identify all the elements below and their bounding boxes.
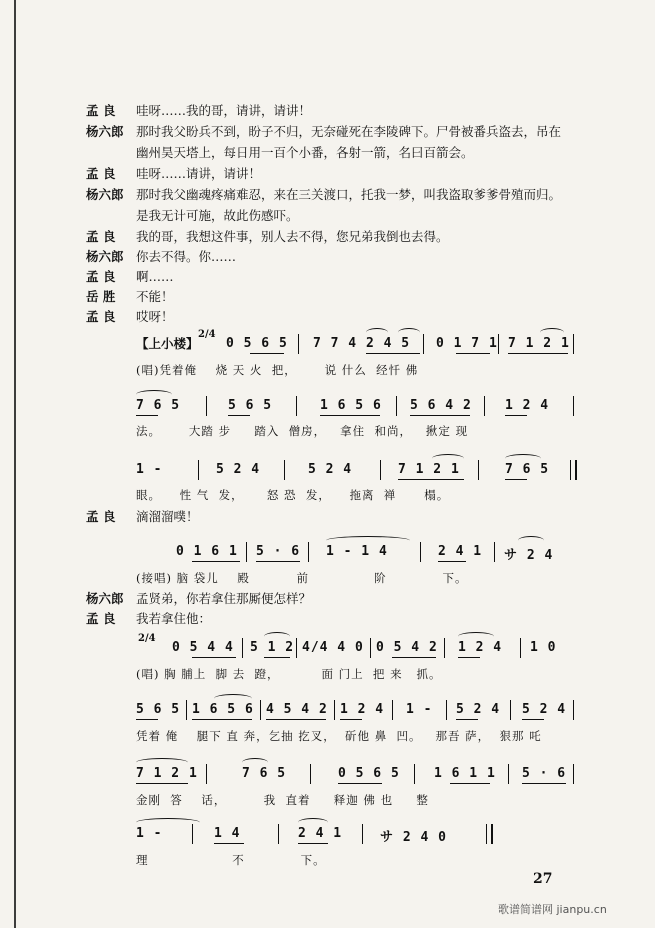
dialogue-text: 我若拿住他： <box>136 611 212 626</box>
beam-underline <box>438 561 466 562</box>
notation-measure: 5 2 4 <box>216 462 261 477</box>
notation-measure: 0 5 4 2 <box>376 640 438 655</box>
notation-measure: 5 2 4 <box>456 702 501 717</box>
notation-measure: 0 1 6 1 <box>176 544 238 559</box>
barline <box>392 700 393 720</box>
speaker-label: 孟 良 <box>86 509 116 524</box>
dialogue-text: 哇呀……请讲，请讲！ <box>136 166 262 181</box>
dialogue-text: 啊…… <box>136 269 174 284</box>
notation-measure: 2 4 1 <box>438 544 483 559</box>
notation-measure: 1 6 1 1 <box>434 766 496 781</box>
notation-measure: 1 2 4 <box>505 398 550 413</box>
beam-underline <box>228 415 250 416</box>
beam-underline <box>266 719 326 720</box>
beam-underline <box>214 843 244 844</box>
barline <box>444 638 445 658</box>
beam-underline <box>136 783 188 784</box>
notation-measure: 4/4 4 0 <box>302 640 364 655</box>
notation-measure: 7 6 5 <box>505 462 550 477</box>
notation-measure: 2 4 1 <box>298 826 343 841</box>
notation-measure: 7 6 5 <box>242 766 287 781</box>
final-barline <box>486 824 493 844</box>
dialogue-text: 幽州昊天塔上，每日用一百个小番，各射一箭，名曰百箭会。 <box>136 145 474 160</box>
barline <box>298 334 299 354</box>
beam-underline <box>136 415 158 416</box>
barline <box>278 824 279 844</box>
beam-underline <box>450 783 490 784</box>
beam-underline <box>340 719 362 720</box>
barline <box>478 460 479 480</box>
notation-measure: 1 - 1 4 <box>326 544 388 559</box>
notation-measure: 7 1 2 1 <box>398 462 460 477</box>
page-number: 27 <box>533 871 553 887</box>
dialogue-text: 是我无计可施，故此伤感吓。 <box>136 208 299 223</box>
beam-underline <box>505 415 527 416</box>
speaker-label: 孟 良 <box>86 309 116 324</box>
barline <box>494 542 495 562</box>
notation-measure: 1 - <box>406 702 433 717</box>
notation-measure: 1 2 4 <box>458 640 503 655</box>
barline <box>573 700 574 720</box>
dialogue-text: 不能！ <box>136 289 174 304</box>
barline <box>206 396 207 416</box>
tune-name: 【上小楼】 <box>136 336 199 351</box>
beam-underline <box>458 657 480 658</box>
barline <box>308 542 309 562</box>
beam-underline <box>192 719 252 720</box>
dialogue-text: 那时我父幽魂疼痛难忍，来在三关渡口，托我一梦，叫我盗取爹爹骨殖而归。 <box>136 187 562 202</box>
tie-slur <box>326 536 410 545</box>
notation-measure: 4 5 4 2 <box>266 702 328 717</box>
tie-slur <box>136 390 172 399</box>
beam-underline <box>508 353 568 354</box>
tie-slur <box>136 758 188 767</box>
notation-measure: 5 6 4 2 <box>410 398 472 413</box>
beam-underline <box>392 657 436 658</box>
beam-underline <box>320 415 380 416</box>
dialogue-text: 哇呀……我的哥，请讲，请讲！ <box>136 103 312 118</box>
barline <box>206 764 207 784</box>
beam-underline <box>298 843 328 844</box>
barline <box>246 542 247 562</box>
time-signature: 2/4 <box>198 329 216 340</box>
speaker-label: 孟 良 <box>86 103 116 118</box>
beam-underline <box>338 783 382 784</box>
beam-underline <box>410 415 470 416</box>
speaker-label: 杨六郎 <box>86 591 124 606</box>
beam-underline <box>456 719 478 720</box>
notation-measure: 1 6 5 6 <box>192 702 254 717</box>
dialogue-text: 那时我父盼兵不到，盼子不归，无奈碰死在李陵碑下。尸骨被番兵盗去，吊在 <box>136 124 562 139</box>
beam-underline <box>505 479 527 480</box>
notation-measure: 1 2 4 <box>340 702 385 717</box>
lyric-line: 金刚 答 话， 我 直着 释迦 佛 也 整 <box>136 793 429 807</box>
barline <box>186 700 187 720</box>
notation-measure: 0 1 7 1 <box>436 336 498 351</box>
notation-measure: 1 0 <box>530 640 557 655</box>
barline <box>484 396 485 416</box>
tie-slur <box>264 632 290 641</box>
beam-underline <box>522 783 566 784</box>
tie-slur <box>136 818 200 827</box>
barline <box>260 700 261 720</box>
lyric-line: (唱)凭着俺 烧 天 火 把， 说 什么 经忏 佛 <box>136 363 419 377</box>
barline <box>446 700 447 720</box>
tie-slur <box>432 454 464 463</box>
notation-measure: 5 · 6 <box>256 544 301 559</box>
notation-measure: 5 1 2 <box>250 640 295 655</box>
notation-measure: 7 6 5 <box>136 398 181 413</box>
speaker-label: 杨六郎 <box>86 187 124 202</box>
notation-measure: 5 2 4 <box>522 702 567 717</box>
beam-underline <box>522 719 544 720</box>
beam-underline <box>366 353 420 354</box>
barline <box>370 638 371 658</box>
lyric-line: (接唱) 脑 袋儿 殿 前 阶 下。 <box>136 571 468 585</box>
notation-measure: 5 · 6 <box>522 766 567 781</box>
beam-underline <box>192 561 240 562</box>
speaker-label: 孟 良 <box>86 269 116 284</box>
tie-slur <box>298 818 328 827</box>
barline <box>510 700 511 720</box>
barline <box>296 396 297 416</box>
watermark: 歌谱简谱网 jianpu.cn <box>498 903 607 916</box>
barline <box>396 396 397 416</box>
barline <box>573 334 574 354</box>
tie-slur <box>366 328 388 337</box>
speaker-label: 岳 胜 <box>86 289 116 304</box>
speaker-label: 杨六郎 <box>86 124 124 139</box>
dialogue-text: 你去不得。你…… <box>136 249 237 264</box>
notation-measure: 0 5 6 5 <box>338 766 400 781</box>
notation-measure: 1 - <box>136 826 163 841</box>
barline <box>242 638 243 658</box>
barline <box>198 460 199 480</box>
notation-measure: サ 2 4 <box>504 548 554 563</box>
lyric-line: (唱) 胸 脯上 脚 去 蹬， 面 门上 把 来 抓。 <box>136 667 442 681</box>
barline <box>520 638 521 658</box>
tie-slur <box>242 758 268 767</box>
notation-measure: 5 6 5 <box>136 702 181 717</box>
notation-measure: 7 1 2 1 <box>508 336 570 351</box>
barline <box>498 334 499 354</box>
beam-underline <box>398 479 464 480</box>
tie-slur <box>458 632 494 641</box>
dialogue-text: 孟贤弟，你若拿住那厮便怎样？ <box>136 591 312 606</box>
lyric-line: 法。 大踏 步 踏入 僧房， 拿住 和尚， 揪定 现 <box>136 424 469 438</box>
barline <box>192 824 193 844</box>
beam-underline <box>136 719 158 720</box>
tie-slur <box>398 328 420 337</box>
speaker-label: 杨六郎 <box>86 249 124 264</box>
dialogue-text: 我的哥，我想这件事，别人去不得，您兄弟我倒也去得。 <box>136 229 449 244</box>
barline <box>420 542 421 562</box>
tie-slur <box>214 694 252 703</box>
notation-measure: 1 6 5 6 <box>320 398 382 413</box>
notation-measure: 1 4 <box>214 826 241 841</box>
notation-measure: 0 5 4 4 <box>172 640 234 655</box>
barline <box>414 764 415 784</box>
speaker-label: 孟 良 <box>86 611 116 626</box>
final-barline <box>570 460 577 480</box>
beam-underline <box>192 657 236 658</box>
beam-underline <box>264 657 290 658</box>
notation-measure: 5 6 5 <box>228 398 273 413</box>
lyric-line: 凭着 俺 腿下 直 奔，乞抽 扢叉， 斫他 鼻 凹。 那吾 萨， 狠那 吒 <box>136 729 542 743</box>
barline <box>573 764 574 784</box>
speaker-label: 孟 良 <box>86 166 116 181</box>
dialogue-text: 哎呀！ <box>136 309 174 324</box>
notation-measure: サ 2 4 0 <box>380 830 447 845</box>
barline <box>310 764 311 784</box>
barline <box>423 334 424 354</box>
barline <box>380 460 381 480</box>
time-signature: 2/4 <box>138 633 156 644</box>
notation-measure: 0 5 6 5 <box>226 336 288 351</box>
tie-slur <box>505 454 541 463</box>
notation-measure: 5 2 4 <box>308 462 353 477</box>
notation-measure: 7 7 4 2 4 5 <box>313 336 411 351</box>
beam-underline <box>456 353 490 354</box>
lyric-line: 理 不 下。 <box>136 853 326 867</box>
beam-underline <box>256 561 300 562</box>
beam-underline <box>250 353 284 354</box>
notation-measure: 7 1 2 1 <box>136 766 198 781</box>
page-edge <box>14 0 16 928</box>
tie-slur <box>518 536 544 545</box>
notation-measure: 1 - <box>136 462 163 477</box>
lyric-line: 眼。 性 气 发， 怒 恐 发， 拖离 禅 榻。 <box>136 488 450 502</box>
barline <box>362 824 363 844</box>
barline <box>296 638 297 658</box>
tie-slur <box>540 328 564 337</box>
barline <box>573 396 574 416</box>
barline <box>334 700 335 720</box>
barline <box>284 460 285 480</box>
speaker-label: 孟 良 <box>86 229 116 244</box>
dialogue-text: 滴溜溜噗！ <box>136 509 199 524</box>
barline <box>508 764 509 784</box>
